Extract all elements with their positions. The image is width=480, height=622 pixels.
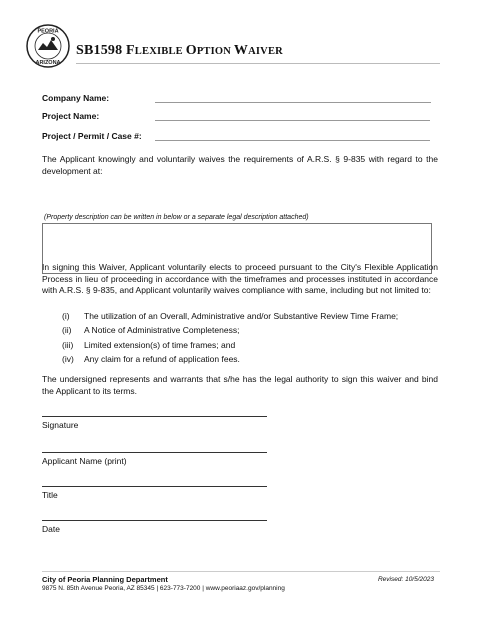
property-description-hint: (Property description can be written in below or a separate legal description attached) xyxy=(44,214,309,221)
waiver-items-list xyxy=(62,309,398,366)
case-number-label: Project / Permit / Case #: xyxy=(42,131,142,141)
list-item: (i) The utilization of an Overall, Administrative and/or Substantive Review Time Frame; xyxy=(62,311,399,321)
revised-date: Revised: 10/5/2023 xyxy=(377,576,434,583)
company-name-label: Company Name: xyxy=(42,93,110,103)
company-name-field[interactable] xyxy=(155,102,431,103)
signature-label: Signature xyxy=(42,420,79,430)
list-item: (iii) Limited extension(s) of time frames; and xyxy=(62,339,236,350)
title-divider xyxy=(76,63,440,64)
authority-paragraph: The undersigned represents and warrants that s/he has the legal authority to sign this waiver and bind the Applicant to its terms. xyxy=(42,374,438,396)
footer-divider xyxy=(42,571,440,572)
date-label: Date xyxy=(42,524,60,534)
footer-department: City of Peoria Planning Department xyxy=(42,575,168,584)
project-name-field[interactable] xyxy=(155,120,430,121)
date-line[interactable] xyxy=(42,520,267,521)
title-line[interactable] xyxy=(42,486,267,487)
signature-line[interactable] xyxy=(42,416,267,417)
applicant-name-line[interactable] xyxy=(42,452,267,453)
applicant-name-label: Applicant Name (print) xyxy=(42,456,127,466)
list-item: (ii) A Notice of Administrative Completeness; xyxy=(62,325,240,336)
footer-address: 9875 N. 85th Avenue Peoria, AZ 85345 | 623-773-7200 | www.peoriaaz.gov/planning xyxy=(42,585,285,592)
list-item: (iv) Any claim for a refund of application fees. xyxy=(62,353,240,364)
waiver-paragraph: In signing this Waiver, Applicant voluntarily elects to proceed pursuant to the City's Flexible Application Process in lieu of proceeding in accordance with the timeframes and processes instituted in accordance with A.R.S. § 9-835, and Applicant voluntarily waives compliance with same, including but not limited to: xyxy=(42,262,438,296)
city-seal-logo xyxy=(26,24,70,68)
case-number-field[interactable] xyxy=(155,140,430,141)
document-title: SB1598 FLEXIBLE OPTION WAIVER xyxy=(76,43,283,58)
seal-text-top: PEORIA xyxy=(37,28,59,35)
seal-text-bottom: ARIZONA xyxy=(35,60,61,66)
project-name-label: Project Name: xyxy=(42,111,100,121)
title-label: Title xyxy=(42,490,58,500)
intro-paragraph: The Applicant knowingly and voluntarily waives the requirements of A.R.S. § 9-835 with regard to the development at: xyxy=(42,154,438,176)
